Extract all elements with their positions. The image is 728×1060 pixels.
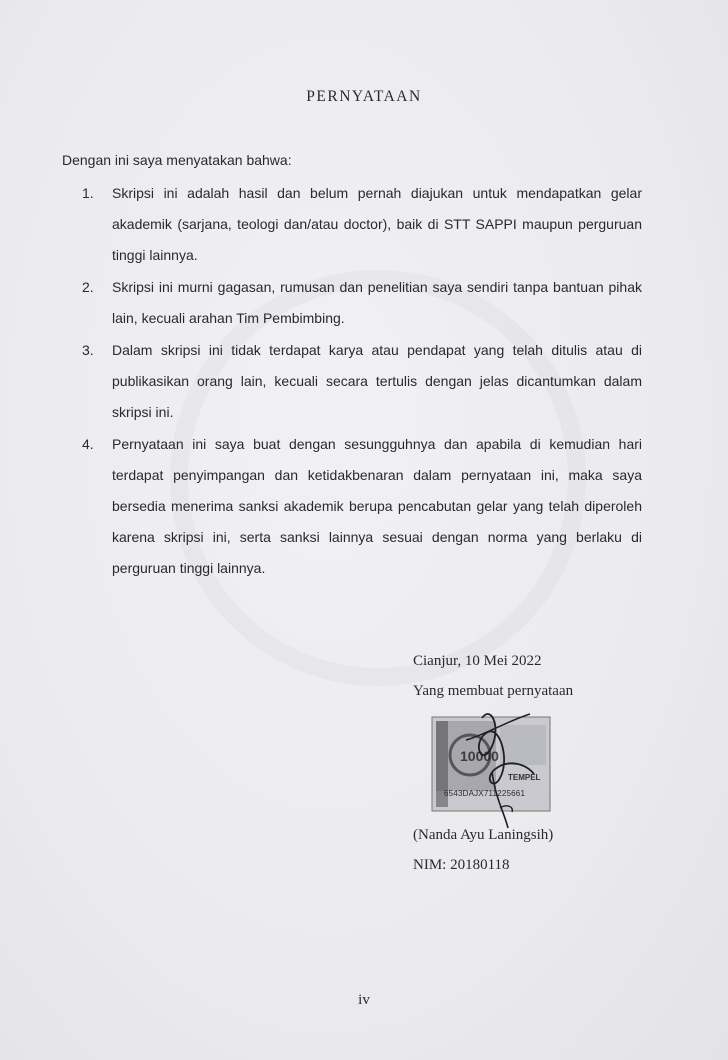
list-item-text: Pernyataan ini saya buat dengan sesungguhnya dan apabila di kemudian hari terdapat penyimpangan dan ketidakbenaran dalam pernyataan ini, maka saya bersedia menerima sanksi akademik berupa pencabutan gelar yang telah diperoleh karena skripsi ini, serta sanksi lainnya sesuai dengan norma yang berlaku di perguruan tinggi lainnya. xyxy=(112,436,642,576)
list-item-number: 3. xyxy=(82,342,94,358)
list-item-number: 4. xyxy=(82,436,94,452)
signer-nim: NIM: 20180118 xyxy=(413,857,510,873)
list-item xyxy=(82,429,642,584)
list-item-number: 1. xyxy=(82,185,94,201)
svg-text:10000: 10000 xyxy=(460,748,499,764)
signer-info xyxy=(413,820,553,880)
handwritten-signature xyxy=(430,700,560,830)
list-item-text: Dalam skripsi ini tidak terdapat karya atau pendapat yang telah ditulis atau di publikasikan orang lain, kecuali secara tertulis dengan jelas dicantumkan dalam skripsi ini. xyxy=(112,342,642,420)
signer-name: (Nanda Ayu Laningsih) xyxy=(413,827,554,843)
page-title: PERNYATAAN xyxy=(306,88,422,105)
list-item xyxy=(82,272,642,334)
stamp-label: TEMPEL xyxy=(508,773,541,782)
list-item xyxy=(82,178,642,271)
list-item-number: 2. xyxy=(82,279,94,295)
page-number: iv xyxy=(358,992,370,1008)
signature-header xyxy=(413,646,573,706)
list-item xyxy=(82,335,642,428)
intro-text: Dengan ini saya menyatakan bahwa: xyxy=(62,152,292,168)
stamp-code: 6543DAJX711225661 xyxy=(444,789,526,798)
signer-role: Yang membuat pernyataan xyxy=(413,683,574,699)
statement-list xyxy=(82,178,642,585)
place-date: Cianjur, 10 Mei 2022 xyxy=(413,653,542,669)
list-item-text: Skripsi ini murni gagasan, rumusan dan penelitian saya sendiri tanpa bantuan pihak lain, kecuali arahan Tim Pembimbing. xyxy=(112,279,642,326)
list-item-text: Skripsi ini adalah hasil dan belum pernah diajukan untuk mendapatkan gelar akademik (sarjana, teologi dan/atau doctor), baik di STT SAPPI maupun perguruan tinggi lainnya. xyxy=(112,185,642,263)
